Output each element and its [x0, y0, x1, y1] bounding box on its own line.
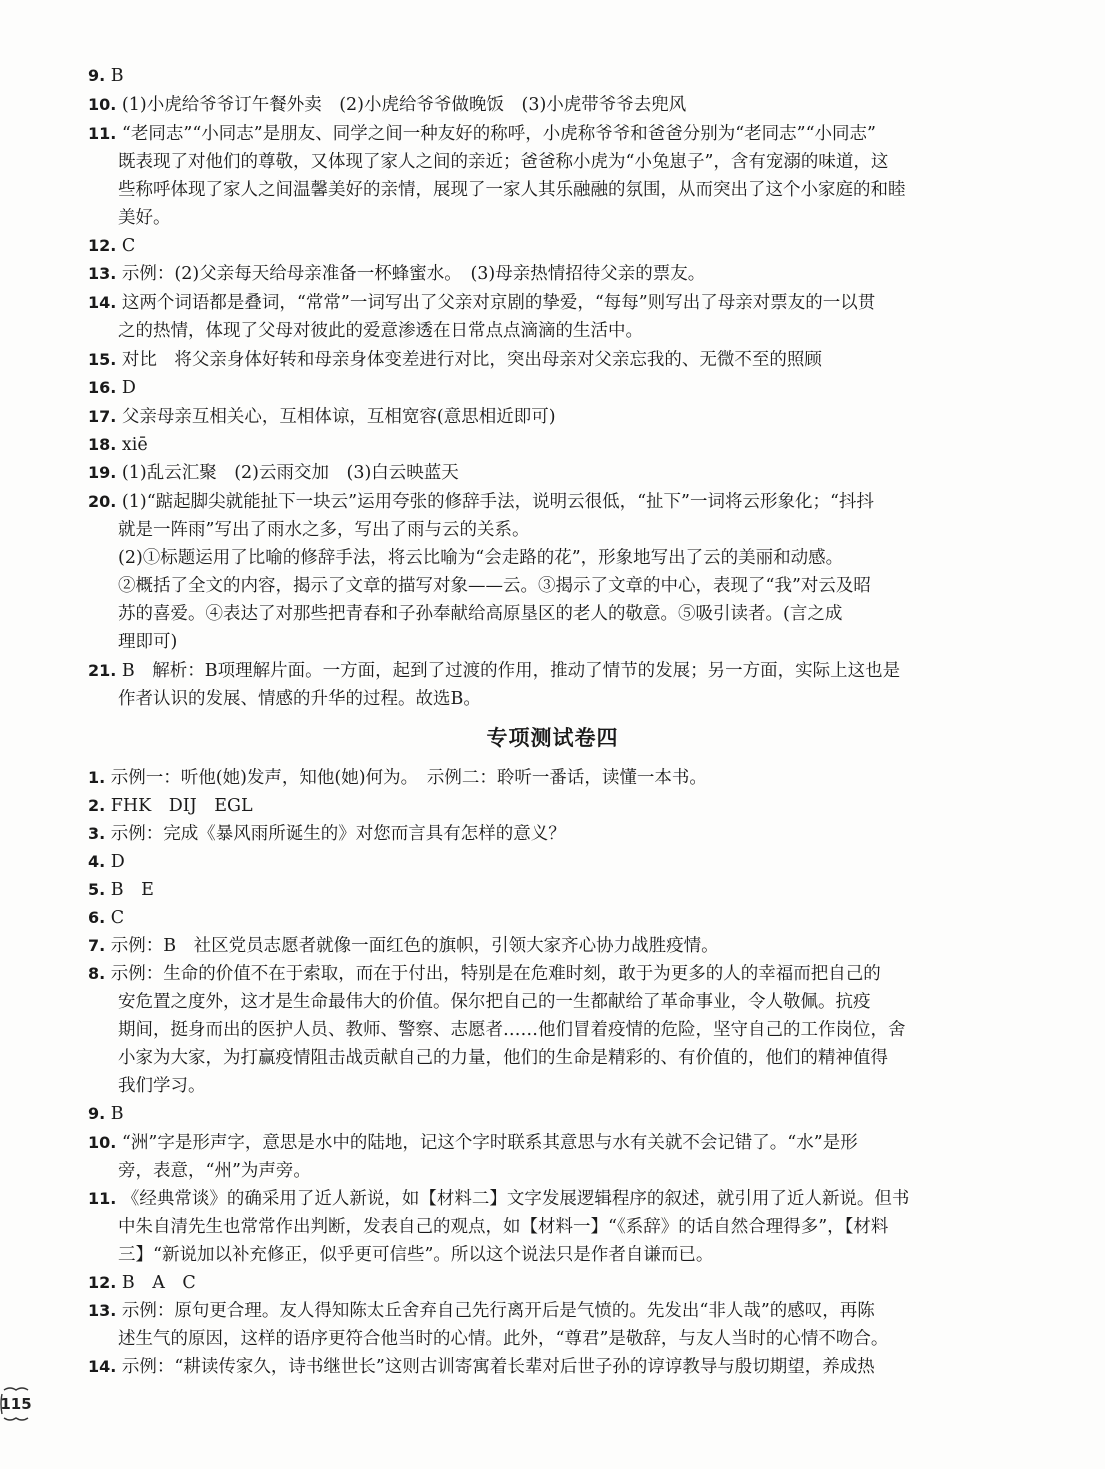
- answer-item-continuation: 美好。: [118, 208, 171, 228]
- answer-item: 14. 示例：“耕读传家久，诗书继世长”这则古训寄寓着长辈对后世子孙的谆谆教导与殷切期望，养成热: [88, 1357, 875, 1377]
- answer-item-continuation: 述生气的原因，这样的语序更符合他当时的心情。此外，“尊君”是敬辞，与友人当时的心情不吻合。: [118, 1329, 889, 1349]
- answer-item-continuation: 些称呼体现了家人之间温馨美好的亲情，展现了一家人其乐融融的氛围，从而突出了这个小家庭的和睦: [118, 180, 906, 200]
- answer-item-continuation: 既表现了对他们的尊敬，又体现了家人之间的亲近；爸爸称小虎为“小兔崽子”，含有宠溺的味道，这: [118, 152, 889, 172]
- answer-item: 10. “洲”字是形声字，意思是水中的陆地，记这个字时联系其意思与水有关就不会记错了。“水”是形: [88, 1133, 858, 1153]
- answer-item: 11. 《经典常谈》的确采用了近人新说，如【材料二】文字发展逻辑程序的叙述，就引用了近人新说。但书: [88, 1189, 910, 1209]
- answer-item-continuation: 之的热情，体现了父母对彼此的爱意渗透在日常点点滴滴的生活中。: [118, 321, 643, 341]
- answer-item: 19. (1)乱云汇聚 (2)云雨交加 (3)白云映蓝天: [88, 463, 459, 483]
- answer-item: 13. 示例：原句更合理。友人得知陈太丘舍弃自己先行离开后是气愤的。先发出“非人哉”的感叹，再陈: [88, 1301, 875, 1321]
- answer-item: 18. xiē: [88, 435, 148, 455]
- answer-item-continuation: 我们学习。: [118, 1076, 206, 1096]
- answer-item-continuation: 小家为大家，为打赢疫情阻击战贡献自己的力量，他们的生命是精彩的、有价值的，他们的精神值得: [118, 1048, 888, 1068]
- answer-item-continuation: 中朱自清先生也常常作出判断，发表自己的观点，如【材料一】“《系辞》的话自然合理得多”，【材料: [118, 1217, 889, 1237]
- answer-item: 2. FHK DIJ EGL: [88, 796, 253, 816]
- answer-item: 4. D: [88, 852, 125, 872]
- answer-item-continuation: 旁，表意，“州”为声旁。: [118, 1161, 311, 1181]
- answer-item: 7. 示例：B 社区党员志愿者就像一面红色的旗帜，引领大家齐心协力战胜疫情。: [88, 936, 719, 956]
- answer-item-continuation: ②概括了全文的内容，揭示了文章的描写对象——云。③揭示了文章的中心，表现了“我”对云及昭: [118, 576, 871, 596]
- answer-item: 10. (1)小虎给爷爷订午餐外卖 (2)小虎给爷爷做晚饭 (3)小虎带爷爷去兜风: [88, 95, 687, 115]
- answer-item: 13. 示例：(2)父亲每天给母亲准备一杯蜂蜜水。 (3)母亲热情招待父亲的票友。: [88, 264, 706, 284]
- answer-item-continuation: 理即可): [118, 632, 178, 652]
- answer-item-continuation: 三】“新说加以补充修正，似乎更可信些”。所以这个说法只是作者自谦而已。: [118, 1245, 714, 1265]
- answer-item: 9. B: [88, 66, 124, 86]
- answer-item: 9. B: [88, 1104, 124, 1124]
- answer-item: 6. C: [88, 908, 125, 928]
- answer-item: 14. 这两个词语都是叠词，“常常”一词写出了父亲对京剧的挚爱，“每每”则写出了母亲对票友的一以贯: [88, 293, 876, 313]
- answer-item: 8. 示例：生命的价值不在于索取，而在于付出，特别是在危难时刻，敢于为更多的人的幸福而把自己的: [88, 964, 881, 984]
- answer-item: 12. B A C: [88, 1273, 196, 1293]
- answer-item-continuation: (2)①标题运用了比喻的修辞手法，将云比喻为“会走路的花”，形象地写出了云的美丽和动感。: [118, 548, 844, 568]
- answer-item: 5. B E: [88, 880, 154, 900]
- answer-item: 15. 对比 将父亲身体好转和母亲身体变差进行对比，突出母亲对父亲忘我的、无微不至的照顾: [88, 350, 822, 370]
- answer-item-continuation: 苏的喜爱。④表达了对那些把青春和子孙奉献给高原垦区的老人的敬意。⑤吸引读者。(言之成: [118, 604, 843, 624]
- page-number: 115: [0, 1395, 32, 1413]
- answer-item: 17. 父亲母亲互相关心，互相体谅，互相宽容(意思相近即可): [88, 407, 556, 427]
- answer-item: 1. 示例一：听他(她)发声，知他(她)何为。 示例二：聆听一番话，读懂一本书。: [88, 768, 707, 788]
- answer-item: 20. (1)“踮起脚尖就能扯下一块云”运用夸张的修辞手法，说明云很低，“扯下”一词将云形象化；“抖抖: [88, 492, 874, 512]
- answer-item: 11. “老同志”“小同志”是朋友、同学之间一种友好的称呼，小虎称爷爷和爸爸分别为“老同志”“小同志”: [88, 124, 876, 144]
- answer-item-continuation: 就是一阵雨”写出了雨水之多，写出了雨与云的关系。: [118, 520, 530, 540]
- answer-item: 16. D: [88, 378, 136, 398]
- answer-item-continuation: 安危置之度外，这才是生命最伟大的价值。保尔把自己的一生都献给了革命事业，令人敬佩。抗疫: [118, 992, 871, 1012]
- answer-item-continuation: 期间，挺身而出的医护人员、教师、警察、志愿者……他们冒着疫情的危险，坚守自己的工作岗位，舍: [118, 1020, 906, 1040]
- answer-item: 3. 示例：完成《暴风雨所诞生的》对您而言具有怎样的意义？: [88, 824, 566, 844]
- answer-item-continuation: 作者认识的发展、情感的升华的过程。故选B。: [118, 689, 481, 709]
- section-title: 专项测试卷四: [486, 726, 619, 750]
- answer-item: 12. C: [88, 236, 136, 256]
- answer-item: 21. B 解析：B项理解片面。一方面，起到了过渡的作用，推动了情节的发展；另一方面，实际上这也是: [88, 661, 901, 681]
